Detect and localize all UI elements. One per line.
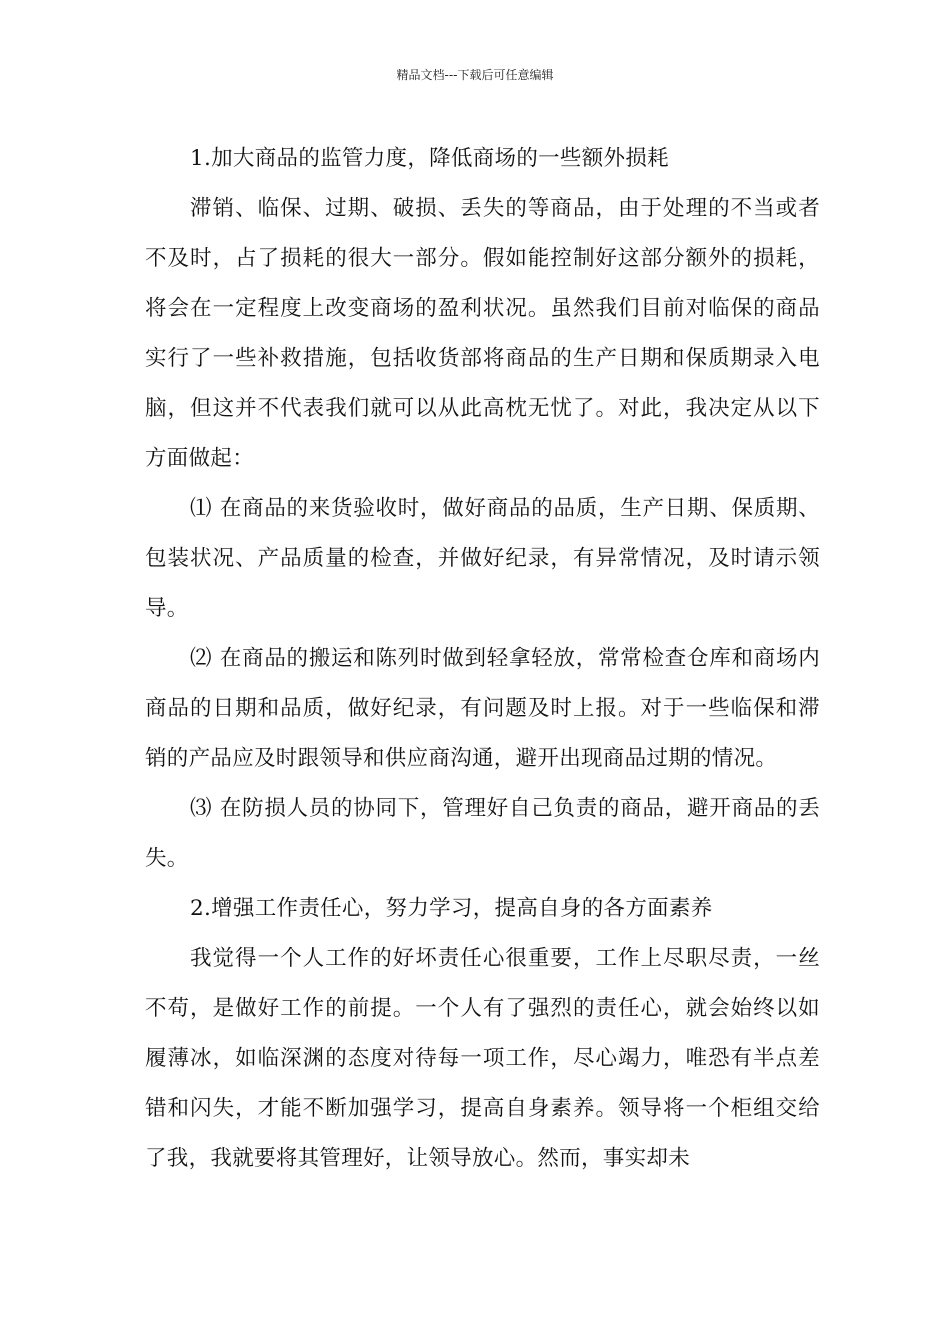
page-header: 精品文档---下载后可任意编辑 xyxy=(396,68,554,82)
section-heading-1: 1.加大商品的监管力度，降低商场的一些额外损耗 xyxy=(190,146,669,171)
document-body xyxy=(145,134,820,1184)
paragraph-item-1: ⑴ 在商品的来货验收时，做好商品的品质，生产日期、保质期、包装状况、产品质量的检查，并做好纪录，有异常情况，及时请示领导。 xyxy=(145,496,820,621)
paragraph-loss-intro: 滞销、临保、过期、破损、丢失的等商品，由于处理的不当或者不及时，占了损耗的很大一部分。假如能控制好这部分额外的损耗，将会在一定程度上改变商场的盈利状况。虽然我们目前对临保的商品实行了一些补救措施，包括收货部将商品的生产日期和保质期录入电脑，但这并不代表我们就可以从此高枕无忧了。对此，我决定从以下方面做起： xyxy=(145,196,820,471)
paragraph-item-3: ⑶ 在防损人员的协同下，管理好自己负责的商品，避开商品的丢失。 xyxy=(145,796,820,871)
paragraph-responsibility: 我觉得一个人工作的好坏责任心很重要，工作上尽职尽责，一丝不苟，是做好工作的前提。一个人有了强烈的责任心，就会始终以如履薄冰，如临深渊的态度对待每一项工作，尽心竭力，唯恐有半点差错和闪失，才能不断加强学习，提高自身素养。领导将一个柜组交给了我，我就要将其管理好，让领导放心。然而，事实却未 xyxy=(145,946,820,1171)
paragraph-item-2: ⑵ 在商品的搬运和陈列时做到轻拿轻放，常常检查仓库和商场内商品的日期和品质，做好纪录，有问题及时上报。对于一些临保和滞销的产品应及时跟领导和供应商沟通，避开出现商品过期的情况。 xyxy=(145,646,820,771)
section-heading-2: 2.增强工作责任心，努力学习，提高自身的各方面素养 xyxy=(190,896,713,921)
